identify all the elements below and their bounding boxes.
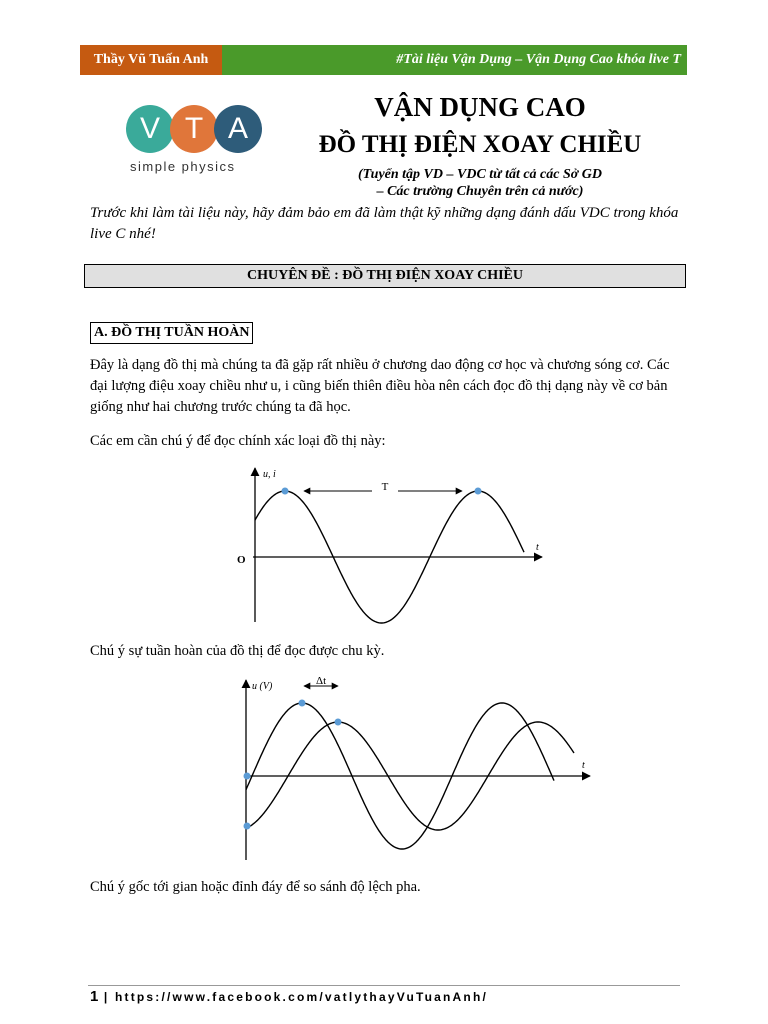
wave-a-origin-point bbox=[244, 773, 251, 780]
wave-a-peak bbox=[299, 700, 306, 707]
x-axis-label: t bbox=[536, 542, 539, 553]
y-axis-label: u, i bbox=[263, 469, 276, 480]
footer-divider bbox=[88, 985, 680, 986]
logo-tagline: simple physics bbox=[130, 159, 236, 174]
peak-point-1 bbox=[282, 488, 289, 495]
logo-letter-a: A bbox=[214, 105, 262, 153]
wave-b-peak bbox=[335, 719, 342, 726]
x-axis-label: t bbox=[582, 760, 585, 771]
vta-logo bbox=[122, 105, 262, 185]
footer bbox=[90, 988, 488, 1005]
logo-letter-t: T bbox=[170, 105, 218, 153]
logo-letter-v: V bbox=[126, 105, 174, 153]
title-line-2: ĐỒ THỊ ĐIỆN XOAY CHIỀU bbox=[318, 131, 642, 158]
page-number: 1 bbox=[90, 988, 99, 1005]
section-a-heading: A. ĐỒ THỊ TUẦN HOÀN bbox=[90, 322, 253, 344]
title-line-1: VẬN DỤNG CAO bbox=[374, 92, 586, 122]
intro-note: Trước khi làm tài liệu này, hãy đảm bảo em đã làm thật kỹ những dạng đánh dấu VDC trong khóa live C nhé! bbox=[90, 205, 679, 242]
periodic-graph-1 bbox=[232, 462, 552, 626]
header-author: Thầy Vũ Tuấn Anh bbox=[80, 45, 222, 75]
footer-url: | https://www.facebook.com/vatlythayVuTuanAnh/ bbox=[98, 990, 489, 1004]
paragraph-intro: Đây là dạng đồ thị mà chúng ta đã gặp rất nhiều ở chương dao động cơ học và chương sóng cơ. Các đại lượng điệu xoay chiều như u, i cũng biến thiên điều hòa nên cách đọc đồ thị dạng này về cơ bản giống như hai chương trước chúng ta đã học. bbox=[90, 357, 670, 415]
subtitle-line-2: – Các trường Chuyên trên cả nước) bbox=[376, 184, 584, 199]
peak-point-2 bbox=[475, 488, 482, 495]
period-label: T bbox=[381, 481, 389, 493]
wave-b-start-point bbox=[244, 823, 251, 830]
paragraph-note-1: Các em cần chú ý để đọc chính xác loại đồ thị này: bbox=[90, 433, 386, 449]
delta-t-label: Δt bbox=[316, 675, 327, 687]
header-tagline: #Tài liệu Vận Dụng – Vận Dụng Cao khóa live T bbox=[222, 45, 687, 75]
topic-heading: CHUYÊN ĐỀ : ĐỒ THỊ ĐIỆN XOAY CHIỀU bbox=[84, 264, 686, 288]
phase-shift-graph bbox=[232, 672, 592, 862]
subtitle-line-1: (Tuyển tập VD – VDC từ tất cả các Sở GD bbox=[357, 167, 603, 182]
paragraph-note-3: Chú ý gốc tới gian hoặc đỉnh đáy để so sánh độ lệch pha. bbox=[90, 879, 421, 895]
paragraph-note-2: Chú ý sự tuần hoàn của đồ thị để đọc được chu kỳ. bbox=[90, 643, 385, 659]
origin-label: O bbox=[237, 554, 246, 566]
y-axis-label: u (V) bbox=[252, 681, 273, 692]
